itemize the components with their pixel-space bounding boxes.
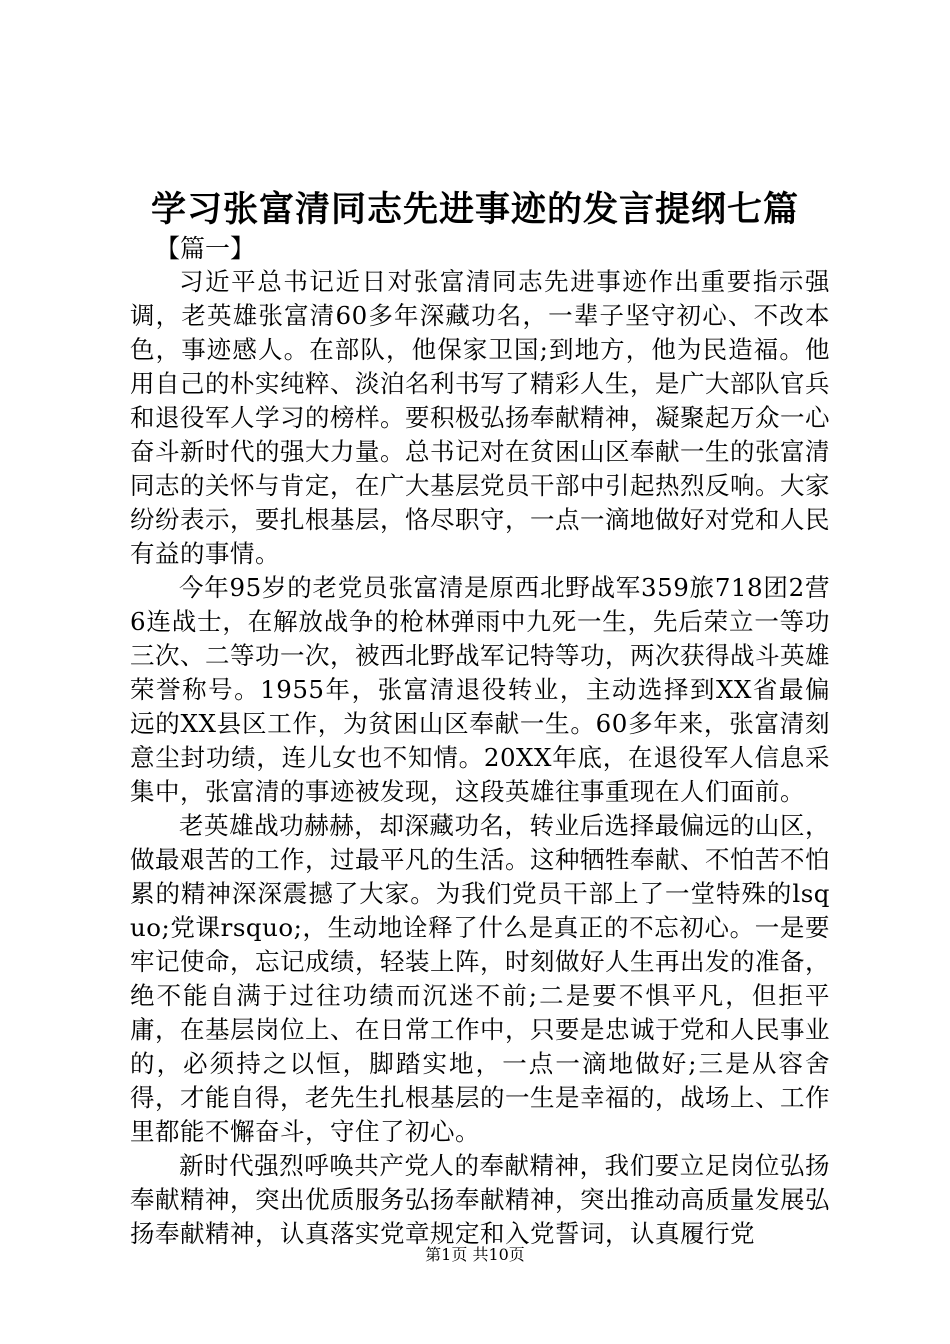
paragraph: 老英雄战功赫赫，却深藏功名，转业后选择最偏远的山区，做最艰苦的工作，过最平凡的生活。这种牺牲奉献、不怕苦不怕累的精神深深震撼了大家。为我们党员干部上了一堂特殊的lsquo;党课rsquo;，生动地诠释了什么是真正的不忘初心。一是要牢记使命，忘记成绩，轻装上阵，时刻做好人生再出发的准备，绝不能自满于过往功绩而沉迷不前;二是要不惧平凡，但拒平庸，在基层岗位上、在日常工作中，只要是忠诚于党和人民事业的，必须持之以恒，脚踏实地，一点一滴地做好;三是从容舍得，才能自得，老先生扎根基层的一生是幸福的，战场上、工作里都能不懈奋斗，守住了初心。	[130, 811, 830, 1146]
section-label: 【篇一】	[155, 234, 256, 263]
paragraph: 今年95岁的老党员张富清是原西北野战军359旅718团2营6连战士，在解放战争的枪林弹雨中九死一生，先后荣立一等功三次、二等功一次，被西北野战军记特等功，两次获得战斗英雄荣誉称号。1955年，张富清退役转业，主动选择到XX省最偏远的XX县区工作，为贫困山区奉献一生。60多年来，张富清刻意尘封功绩，连儿女也不知情。20XX年底，在退役军人信息采集中，张富清的事迹被发现，这段英雄往事重现在人们面前。	[130, 573, 830, 806]
paragraph: 新时代强烈呼唤共产党人的奉献精神，我们要立足岗位弘扬奉献精神，突出优质服务弘扬奉献精神，突出推动高质量发展弘扬奉献精神，认真落实党章规定和入党誓词，认真履行党	[130, 1151, 830, 1248]
page-footer: 第1页 共10页	[425, 1245, 525, 1264]
document-title: 学习张富清同志先进事迹的发言提纲七篇	[150, 189, 799, 230]
document-body	[130, 265, 830, 1251]
paragraph: 习近平总书记近日对张富清同志先进事迹作出重要指示强调，老英雄张富清60多年深藏功名，一辈子坚守初心、不改本色，事迹感人。在部队，他保家卫国;到地方，他为民造福。他用自己的朴实纯粹、淡泊名利书写了精彩人生，是广大部队官兵和退役军人学习的榜样。要积极弘扬奉献精神，凝聚起万众一心奋斗新时代的强大力量。总书记对在贫困山区奉献一生的张富清同志的关怀与肯定，在广大基层党员干部中引起热烈反响。大家纷纷表示，要扎根基层，恪尽职守，一点一滴地做好对党和人民有益的事情。	[130, 267, 830, 568]
